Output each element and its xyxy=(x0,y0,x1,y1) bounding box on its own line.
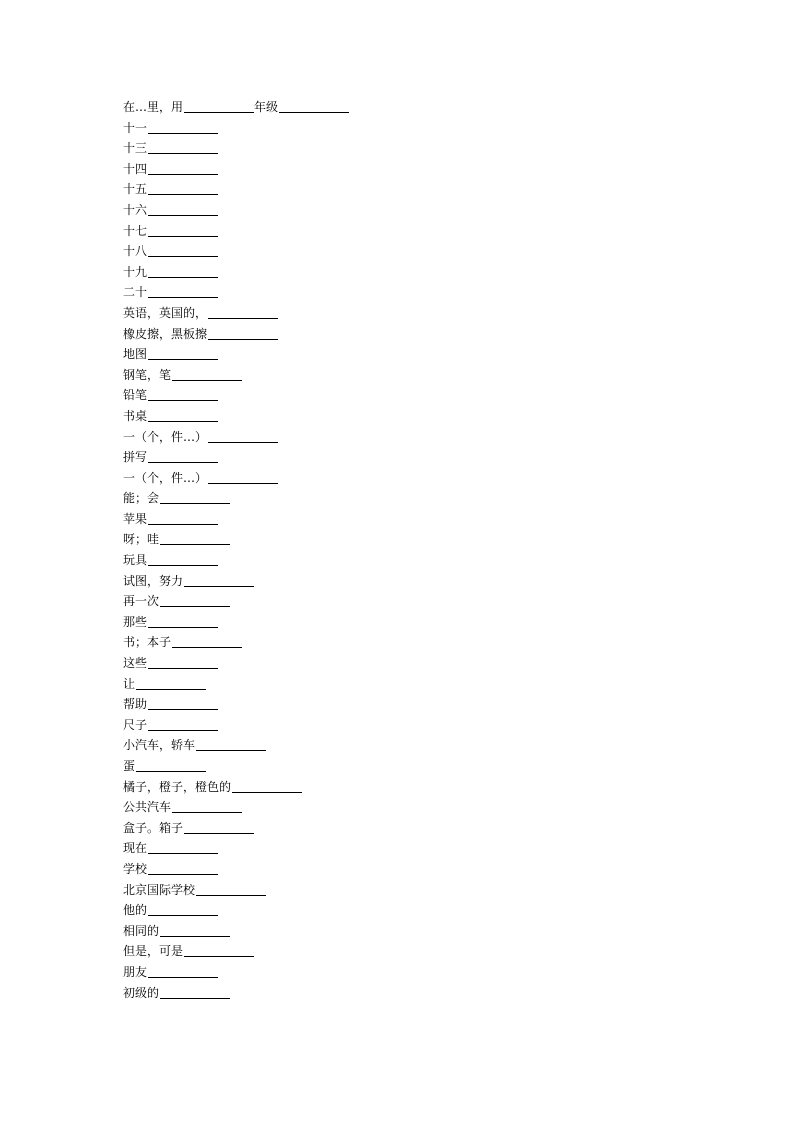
answer-blank[interactable] xyxy=(184,111,254,113)
item-text: 帮助 xyxy=(123,697,148,712)
item-text: 一（个，件…） xyxy=(123,470,208,485)
answer-blank[interactable] xyxy=(208,482,278,484)
answer-blank[interactable] xyxy=(172,379,242,381)
item-text: 橡皮擦，黑板擦 xyxy=(123,326,208,341)
item-text: 一（个，件…） xyxy=(123,429,208,444)
list-item xyxy=(123,344,683,365)
list-item xyxy=(123,653,683,674)
list-item xyxy=(123,735,683,756)
answer-blank[interactable] xyxy=(160,605,230,607)
list-item xyxy=(123,324,683,345)
answer-blank[interactable] xyxy=(208,338,278,340)
answer-blank[interactable] xyxy=(148,399,218,401)
list-item xyxy=(123,859,683,880)
item-text: 小汽车，轿车 xyxy=(123,738,196,753)
item-text: 让 xyxy=(123,676,136,691)
answer-blank[interactable] xyxy=(160,502,230,504)
item-text: 拼写 xyxy=(123,450,148,465)
item-text: 朋友 xyxy=(123,964,148,979)
answer-blank[interactable] xyxy=(232,791,302,793)
list-item xyxy=(123,200,683,221)
answer-blank[interactable] xyxy=(196,749,266,751)
answer-blank[interactable] xyxy=(136,770,206,772)
list-item xyxy=(123,529,683,550)
item-text: 十六 xyxy=(123,202,148,217)
item-text: 苹果 xyxy=(123,511,148,526)
answer-blank[interactable] xyxy=(208,317,278,319)
item-text: 地图 xyxy=(123,347,148,362)
item-text: 十五 xyxy=(123,182,148,197)
list-item xyxy=(123,509,683,530)
list-item xyxy=(123,262,683,283)
item-text: 初级的 xyxy=(123,985,160,1000)
answer-blank[interactable] xyxy=(172,646,242,648)
list-item xyxy=(123,756,683,777)
list-item xyxy=(123,571,683,592)
item-text: 二十 xyxy=(123,285,148,300)
list-item xyxy=(123,838,683,859)
item-text: 十九 xyxy=(123,264,148,279)
answer-blank[interactable] xyxy=(148,523,218,525)
answer-blank[interactable] xyxy=(136,688,206,690)
item-text: 这些 xyxy=(123,656,148,671)
item-text: 十四 xyxy=(123,161,148,176)
item-text: 能；会 xyxy=(123,491,160,506)
list-item xyxy=(123,303,683,324)
answer-blank[interactable] xyxy=(148,976,218,978)
list-item xyxy=(123,694,683,715)
list-item xyxy=(123,674,683,695)
item-text: 十一 xyxy=(123,120,148,135)
list-item xyxy=(123,282,683,303)
list-item xyxy=(123,488,683,509)
list-item xyxy=(123,900,683,921)
list-item xyxy=(123,159,683,180)
answer-blank[interactable] xyxy=(148,132,218,134)
answer-blank[interactable] xyxy=(196,894,266,896)
answer-blank[interactable] xyxy=(148,873,218,875)
answer-blank[interactable] xyxy=(148,852,218,854)
answer-blank[interactable] xyxy=(148,914,218,916)
item-text: 十七 xyxy=(123,223,148,238)
item-text: 北京国际学校 xyxy=(123,882,196,897)
list-item xyxy=(123,715,683,736)
item-text: 试图，努力 xyxy=(123,573,184,588)
list-item xyxy=(123,777,683,798)
answer-blank[interactable] xyxy=(148,461,218,463)
list-item xyxy=(123,983,683,1004)
item-text: 十三 xyxy=(123,141,148,156)
answer-blank[interactable] xyxy=(148,626,218,628)
item-text: 十八 xyxy=(123,244,148,259)
answer-blank[interactable] xyxy=(184,832,254,834)
answer-blank[interactable] xyxy=(279,111,349,113)
answer-blank[interactable] xyxy=(148,276,218,278)
list-item xyxy=(123,365,683,386)
list-item xyxy=(123,921,683,942)
answer-blank[interactable] xyxy=(148,358,218,360)
answer-blank[interactable] xyxy=(148,152,218,154)
answer-blank[interactable] xyxy=(148,729,218,731)
item-text: 英语，英国的， xyxy=(123,305,208,320)
answer-blank[interactable] xyxy=(184,585,254,587)
answer-blank[interactable] xyxy=(148,667,218,669)
item-text: 学校 xyxy=(123,861,148,876)
list-item xyxy=(123,385,683,406)
answer-blank[interactable] xyxy=(184,955,254,957)
answer-blank[interactable] xyxy=(148,173,218,175)
list-item xyxy=(123,797,683,818)
vocabulary-worksheet xyxy=(123,97,683,1003)
answer-blank[interactable] xyxy=(148,420,218,422)
answer-blank[interactable] xyxy=(148,564,218,566)
answer-blank[interactable] xyxy=(148,296,218,298)
list-item xyxy=(123,447,683,468)
item-text: 相同的 xyxy=(123,923,160,938)
item-text: 呀；哇 xyxy=(123,532,160,547)
item-text: 现在 xyxy=(123,841,148,856)
item-text: 那些 xyxy=(123,614,148,629)
list-item xyxy=(123,550,683,571)
item-text: 玩具 xyxy=(123,553,148,568)
answer-blank[interactable] xyxy=(208,441,278,443)
answer-blank[interactable] xyxy=(148,708,218,710)
list-item xyxy=(123,818,683,839)
list-item xyxy=(123,118,683,139)
answer-blank[interactable] xyxy=(148,235,218,237)
item-text: 盒子。箱子 xyxy=(123,820,184,835)
list-item xyxy=(123,221,683,242)
item-text: 蛋 xyxy=(123,759,136,773)
list-item xyxy=(123,468,683,489)
item-text: 书；本子 xyxy=(123,635,172,650)
answer-blank[interactable] xyxy=(148,255,218,257)
answer-blank[interactable] xyxy=(148,214,218,216)
answer-blank[interactable] xyxy=(172,811,242,813)
item-text: 尺子 xyxy=(123,717,148,732)
answer-blank[interactable] xyxy=(160,997,230,999)
item-text: 但是，可是 xyxy=(123,944,184,959)
list-item xyxy=(123,612,683,633)
item-text: 书桌 xyxy=(123,408,148,423)
list-item xyxy=(123,179,683,200)
answer-blank[interactable] xyxy=(160,935,230,937)
list-item xyxy=(123,632,683,653)
answer-blank[interactable] xyxy=(148,193,218,195)
item-text: 公共汽车 xyxy=(123,800,172,815)
list-item xyxy=(123,241,683,262)
list-item xyxy=(123,880,683,901)
list-item xyxy=(123,962,683,983)
item-text: 在…里，用 xyxy=(123,100,184,114)
item-text: 橘子，橙子，橙色的 xyxy=(123,779,232,794)
list-item xyxy=(123,427,683,448)
item-text: 铅笔 xyxy=(123,388,148,403)
list-item xyxy=(123,138,683,159)
item-text: 他的 xyxy=(123,903,148,918)
item-text: 钢笔，笔 xyxy=(123,367,172,382)
list-item xyxy=(123,591,683,612)
list-item xyxy=(123,97,683,118)
answer-blank[interactable] xyxy=(160,543,230,545)
list-item xyxy=(123,406,683,427)
list-item xyxy=(123,941,683,962)
item-text: 年级 xyxy=(254,100,279,114)
item-text: 再一次 xyxy=(123,594,160,609)
